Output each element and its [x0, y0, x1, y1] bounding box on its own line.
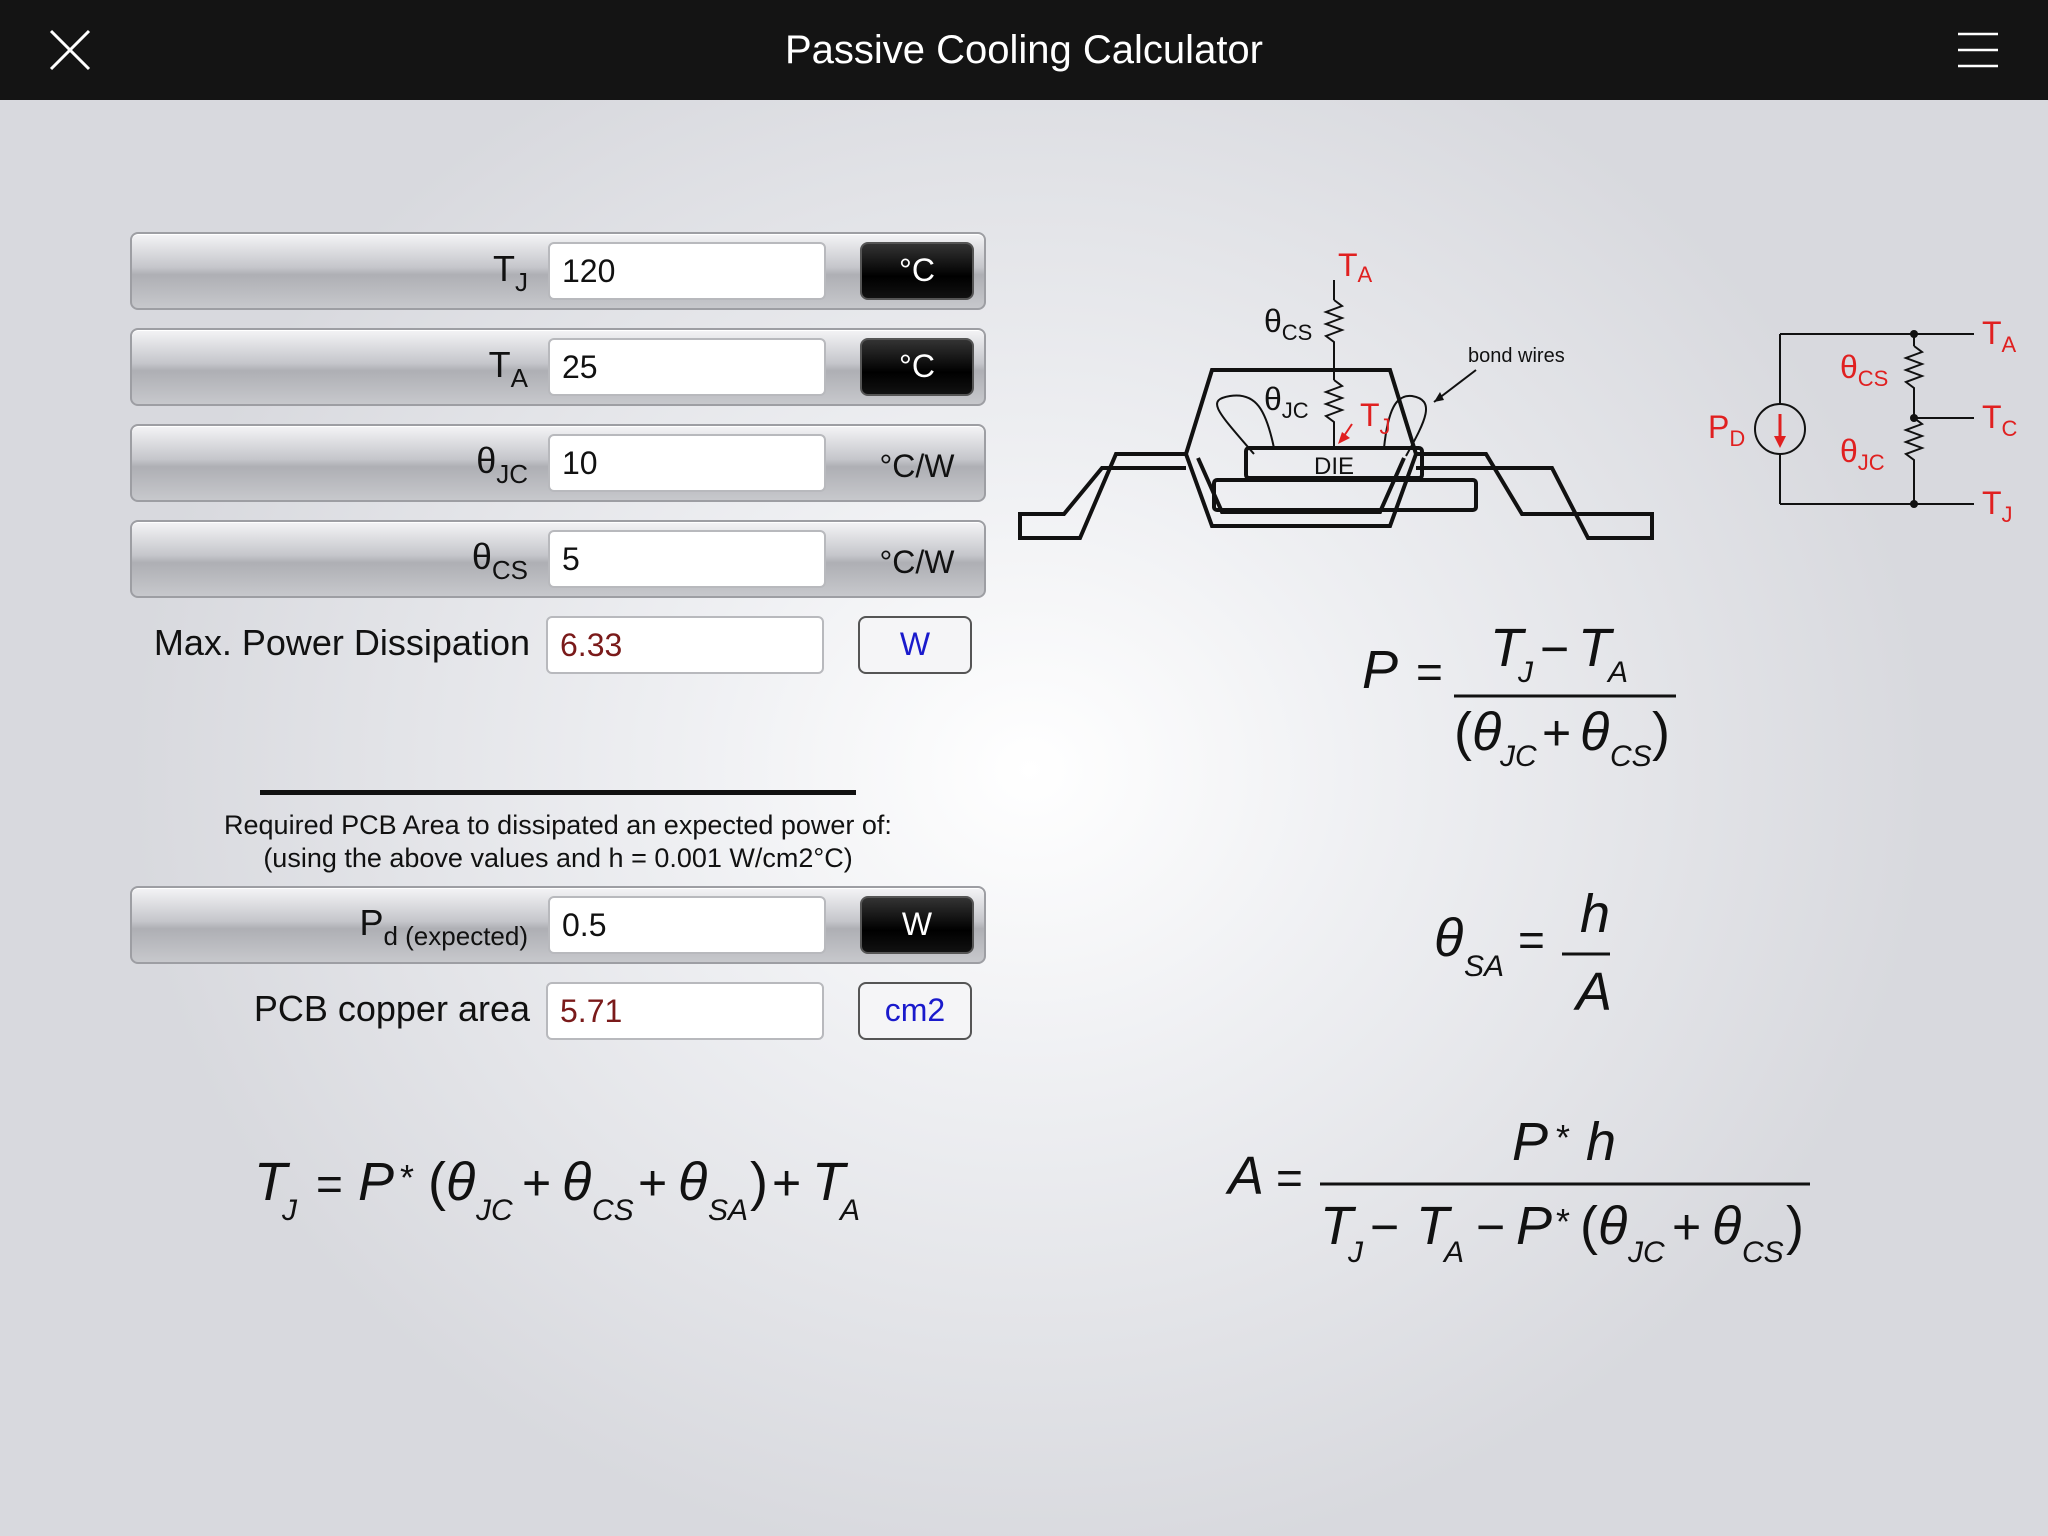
- svg-text:T: T: [254, 1152, 287, 1212]
- svg-text:=: =: [1518, 914, 1545, 966]
- tj-equation: [250, 1140, 870, 1250]
- svg-text:P: P: [1362, 640, 1399, 700]
- max-power-output: [546, 616, 824, 674]
- theta-cs-row: [130, 520, 986, 598]
- pkg-theta-cs-label: $\theta_{CS}$: [1264, 303, 1313, 345]
- svg-text:(: (: [1580, 1196, 1598, 1256]
- svg-text:(: (: [428, 1152, 446, 1212]
- svg-text:P: P: [358, 1152, 395, 1212]
- svg-text:h: h: [1580, 884, 1611, 944]
- svg-text:P: P: [1512, 1112, 1549, 1172]
- svg-text:): ): [750, 1152, 768, 1212]
- pkg-ta-label: TA: [1338, 250, 1373, 287]
- svg-text:−: −: [1540, 621, 1570, 677]
- theta-jc-unit: °C/W: [879, 448, 955, 484]
- svg-text:=: =: [316, 1158, 343, 1210]
- svg-text:=: =: [1276, 1152, 1303, 1204]
- svg-text:+: +: [1542, 705, 1572, 761]
- svg-text:J: J: [1518, 656, 1533, 689]
- svg-text:J: J: [1348, 1236, 1363, 1269]
- section-divider: [260, 790, 856, 795]
- thermal-circuit-diagram: [1700, 310, 2030, 530]
- bond-wires-label: bond wires: [1468, 345, 1565, 367]
- svg-text:θ: θ: [1472, 702, 1502, 762]
- circuit-pd-label: $P_D$: [1708, 409, 1746, 451]
- theta-cs-input[interactable]: [548, 530, 826, 588]
- svg-text:T: T: [812, 1152, 845, 1212]
- svg-text:*: *: [1556, 1117, 1571, 1158]
- svg-text:A: A: [840, 1194, 861, 1227]
- svg-text:CS: CS: [592, 1194, 634, 1227]
- page-title: Passive Cooling Calculator: [784, 28, 1263, 72]
- svg-text:=: =: [1416, 646, 1443, 698]
- svg-text:JC: JC: [1500, 740, 1537, 773]
- package-cross-section-diagram: [1016, 250, 1660, 550]
- power-equation: [1350, 620, 1690, 780]
- pcb-note-line1: Required PCB Area to dissipated an expected power of:: [224, 810, 892, 840]
- theta-cs-unit: °C/W: [879, 544, 955, 580]
- svg-text:): ): [1652, 702, 1670, 762]
- svg-text:θ: θ: [1598, 1196, 1628, 1256]
- tj-input[interactable]: [548, 242, 826, 300]
- svg-text:θ: θ: [446, 1152, 476, 1212]
- svg-text:(: (: [1454, 702, 1472, 762]
- copper-area-row: [130, 974, 986, 1052]
- svg-text:T: T: [1320, 1196, 1353, 1256]
- tj-unit-button[interactable]: °C: [860, 242, 974, 300]
- svg-text:θ: θ: [1580, 702, 1610, 762]
- svg-text:T: T: [1578, 620, 1611, 678]
- svg-text:T: T: [1490, 620, 1523, 678]
- theta-cs-label: $\theta_{CS}$: [471, 536, 528, 585]
- svg-text:CS: CS: [1742, 1236, 1784, 1269]
- circuit-tj-label: $T_J$: [1982, 485, 2013, 527]
- pkg-theta-jc-label: $\theta_{JC}$: [1264, 381, 1309, 423]
- svg-text:θ: θ: [1712, 1196, 1742, 1256]
- ta-unit-button[interactable]: °C: [860, 338, 974, 396]
- svg-text:+: +: [1672, 1199, 1702, 1255]
- svg-text:−: −: [1476, 1199, 1506, 1255]
- theta-jc-label: $\theta_{JC}$: [476, 440, 528, 489]
- die-label: DIE: [1313, 453, 1355, 480]
- copper-area-unit-button[interactable]: cm2: [858, 982, 972, 1040]
- ta-row: [130, 328, 986, 406]
- copper-area-label: PCB copper area: [253, 988, 530, 1029]
- svg-text:JC: JC: [1628, 1236, 1665, 1269]
- circuit-theta-cs-label: $\theta_{CS}$: [1840, 349, 1889, 391]
- max-power-row: [130, 608, 986, 686]
- tj-label: $T_J$: [493, 248, 528, 297]
- svg-text:*: *: [400, 1157, 415, 1198]
- top-bar: [0, 0, 2048, 100]
- svg-text:T: T: [1416, 1196, 1449, 1256]
- svg-text:SA: SA: [1464, 950, 1505, 983]
- area-equation: [1220, 1110, 1820, 1280]
- svg-text:θ: θ: [678, 1152, 708, 1212]
- svg-text:SA: SA: [708, 1194, 749, 1227]
- svg-text:+: +: [522, 1155, 552, 1211]
- svg-text:JC: JC: [476, 1194, 513, 1227]
- max-power-unit-button[interactable]: W: [858, 616, 972, 674]
- svg-text:A: A: [1228, 1146, 1265, 1206]
- max-power-label: Max. Power Dissipation: [153, 622, 530, 663]
- ta-input[interactable]: [548, 338, 826, 396]
- pd-expected-row: [130, 886, 986, 964]
- svg-text:−: −: [1370, 1199, 1400, 1255]
- theta-jc-input[interactable]: [548, 434, 826, 492]
- copper-area-output: [546, 982, 824, 1040]
- theta-sa-equation: [1430, 880, 1620, 1020]
- svg-text:): ): [1786, 1196, 1804, 1256]
- pd-expected-unit-button[interactable]: W: [860, 896, 974, 954]
- svg-text:h: h: [1586, 1112, 1617, 1172]
- ta-label: $T_A$: [488, 344, 528, 393]
- circuit-theta-jc-label: $\theta_{JC}$: [1840, 433, 1885, 475]
- pd-expected-input[interactable]: [548, 896, 826, 954]
- svg-text:θ: θ: [1434, 908, 1464, 968]
- menu-icon[interactable]: [1958, 32, 1998, 68]
- svg-text:CS: CS: [1610, 740, 1652, 773]
- svg-text:J: J: [282, 1194, 297, 1227]
- circuit-ta-label: $T_A$: [1982, 315, 2017, 357]
- pcb-note-line2: (using the above values and h = 0.001 W/cm2°C): [263, 843, 853, 873]
- svg-text:+: +: [772, 1155, 802, 1211]
- theta-jc-row: [130, 424, 986, 502]
- svg-text:*: *: [1556, 1201, 1571, 1242]
- svg-text:A: A: [1608, 656, 1629, 689]
- tj-row: [130, 232, 986, 310]
- pd-expected-label: $P_{d (expected)}$: [359, 902, 528, 951]
- svg-text:+: +: [638, 1155, 668, 1211]
- svg-text:A: A: [1576, 962, 1613, 1020]
- svg-text:A: A: [1444, 1236, 1465, 1269]
- circuit-tc-label: $T_C$: [1982, 399, 2018, 441]
- svg-text:θ: θ: [562, 1152, 592, 1212]
- pkg-tj-label: $T_J$: [1360, 397, 1391, 439]
- svg-text:P: P: [1516, 1196, 1553, 1256]
